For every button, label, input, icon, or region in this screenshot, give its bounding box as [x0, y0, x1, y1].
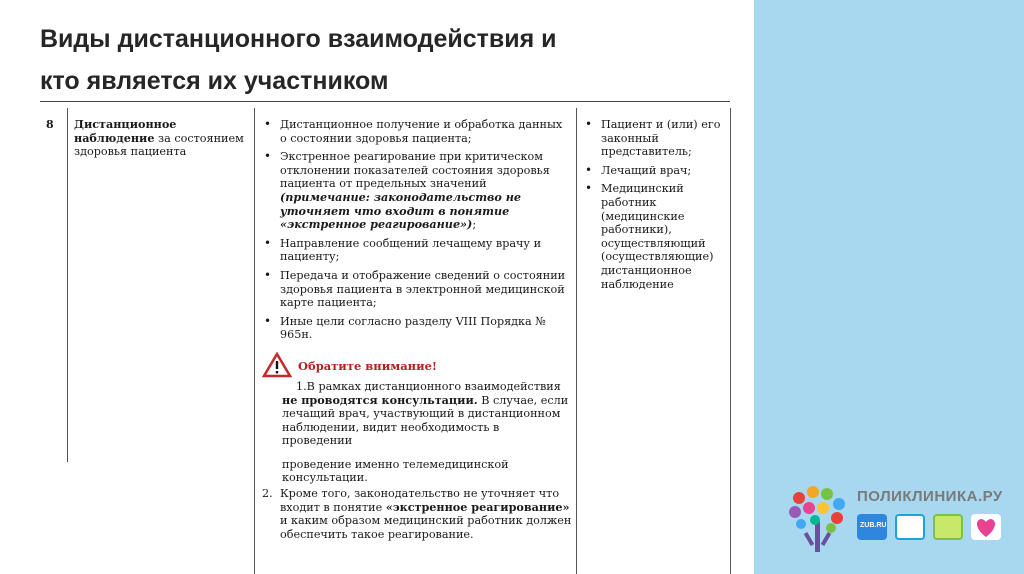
title-line-1: Виды дистанционного взаимодействия и: [40, 25, 557, 53]
description-item: [262, 150, 572, 232]
warning-triangle-icon: [262, 352, 292, 378]
sub-logo-zub: [857, 514, 887, 540]
participant-item: • Пациент и (или) его законный представитель;: [583, 118, 733, 159]
item2-bold: «экстренное реагирование»: [385, 499, 570, 514]
row-number: 8: [46, 118, 54, 131]
numbered-item-2: [262, 487, 572, 541]
interaction-type-bold: Дистанционное наблюдение: [74, 117, 177, 145]
warning-p1-bold: не проводятся консультации.: [282, 392, 478, 407]
sub-logo-zub-text: ZUB.RU: [860, 522, 887, 529]
warning-header: [262, 352, 572, 380]
table-line-2: [254, 108, 255, 574]
description-item: • Иные цели согласно разделу VIII Порядка № 965н.: [262, 315, 572, 342]
interaction-type-cell: [74, 118, 250, 159]
description-item: • Направление сообщений лечащему врачу и пациенту;: [262, 237, 572, 264]
table-line-3: [576, 108, 577, 574]
participants-cell: [583, 118, 733, 296]
slide-title: [40, 18, 730, 102]
item2-text-a: Кроме того, законодательство не уточняет что входит в понятие: [280, 487, 560, 514]
title-divider: [40, 101, 730, 102]
description-list: [262, 118, 572, 342]
warning-title: Обратите внимание!: [298, 358, 437, 373]
heart-tree-icon: [785, 484, 851, 554]
warning-p1-a: 1.В рамках дистанционного взаимодействия: [296, 379, 561, 393]
sub-logo-heart: [971, 514, 1001, 540]
participant-item: • Медицинский работник (медицинские работники), осуществляющий (осуществляющие) дистанционное наблюдение: [583, 182, 733, 291]
table-line-1: [67, 108, 68, 462]
description-item: • Дистанционное получение и обработка данных о состоянии здоровья пациента;: [262, 118, 572, 145]
participants-list: [583, 118, 733, 291]
heart-icon: [971, 514, 1001, 540]
interaction-type-rest: за состоянием здоровья пациента: [74, 131, 244, 158]
participant-item: • Лечащий врач;: [583, 164, 733, 178]
sub-logo-kit: [933, 514, 963, 540]
polyclinic-logo: [785, 484, 1020, 554]
description-cell: [262, 118, 572, 541]
description-note: (примечание: законодательство не уточняет что входит в понятие «экстренное реагирование»): [280, 189, 522, 232]
warning-paragraph-1: [282, 380, 572, 448]
logo-brand-text: ПОЛИКЛИНИКА.РУ: [857, 488, 1003, 505]
warning-p1-c: В случае, если лечащий врач, участвующий в дистанционном наблюдении, видит необходимость в проведении: [282, 393, 569, 448]
warning-body: [262, 380, 572, 485]
warning-paragraph-2: проведение именно телемедицинской консультации.: [282, 457, 509, 485]
sub-logo-tooth: [895, 514, 925, 540]
item2-text-c: и каким образом медицинский работник должен обеспечить такое реагирование.: [280, 514, 572, 541]
description-item-text: Экстренное реагирование при критическом отклонении показателей состояния здоровья пациента от предельных значений: [280, 150, 550, 191]
title-line-2: кто является их участником: [40, 67, 389, 95]
description-note-tail: ;: [472, 218, 477, 232]
item-number: 2.: [262, 487, 273, 501]
description-item: • Передача и отображение сведений о состоянии здоровья пациента в электронной медицинской карте пациента;: [262, 269, 572, 310]
